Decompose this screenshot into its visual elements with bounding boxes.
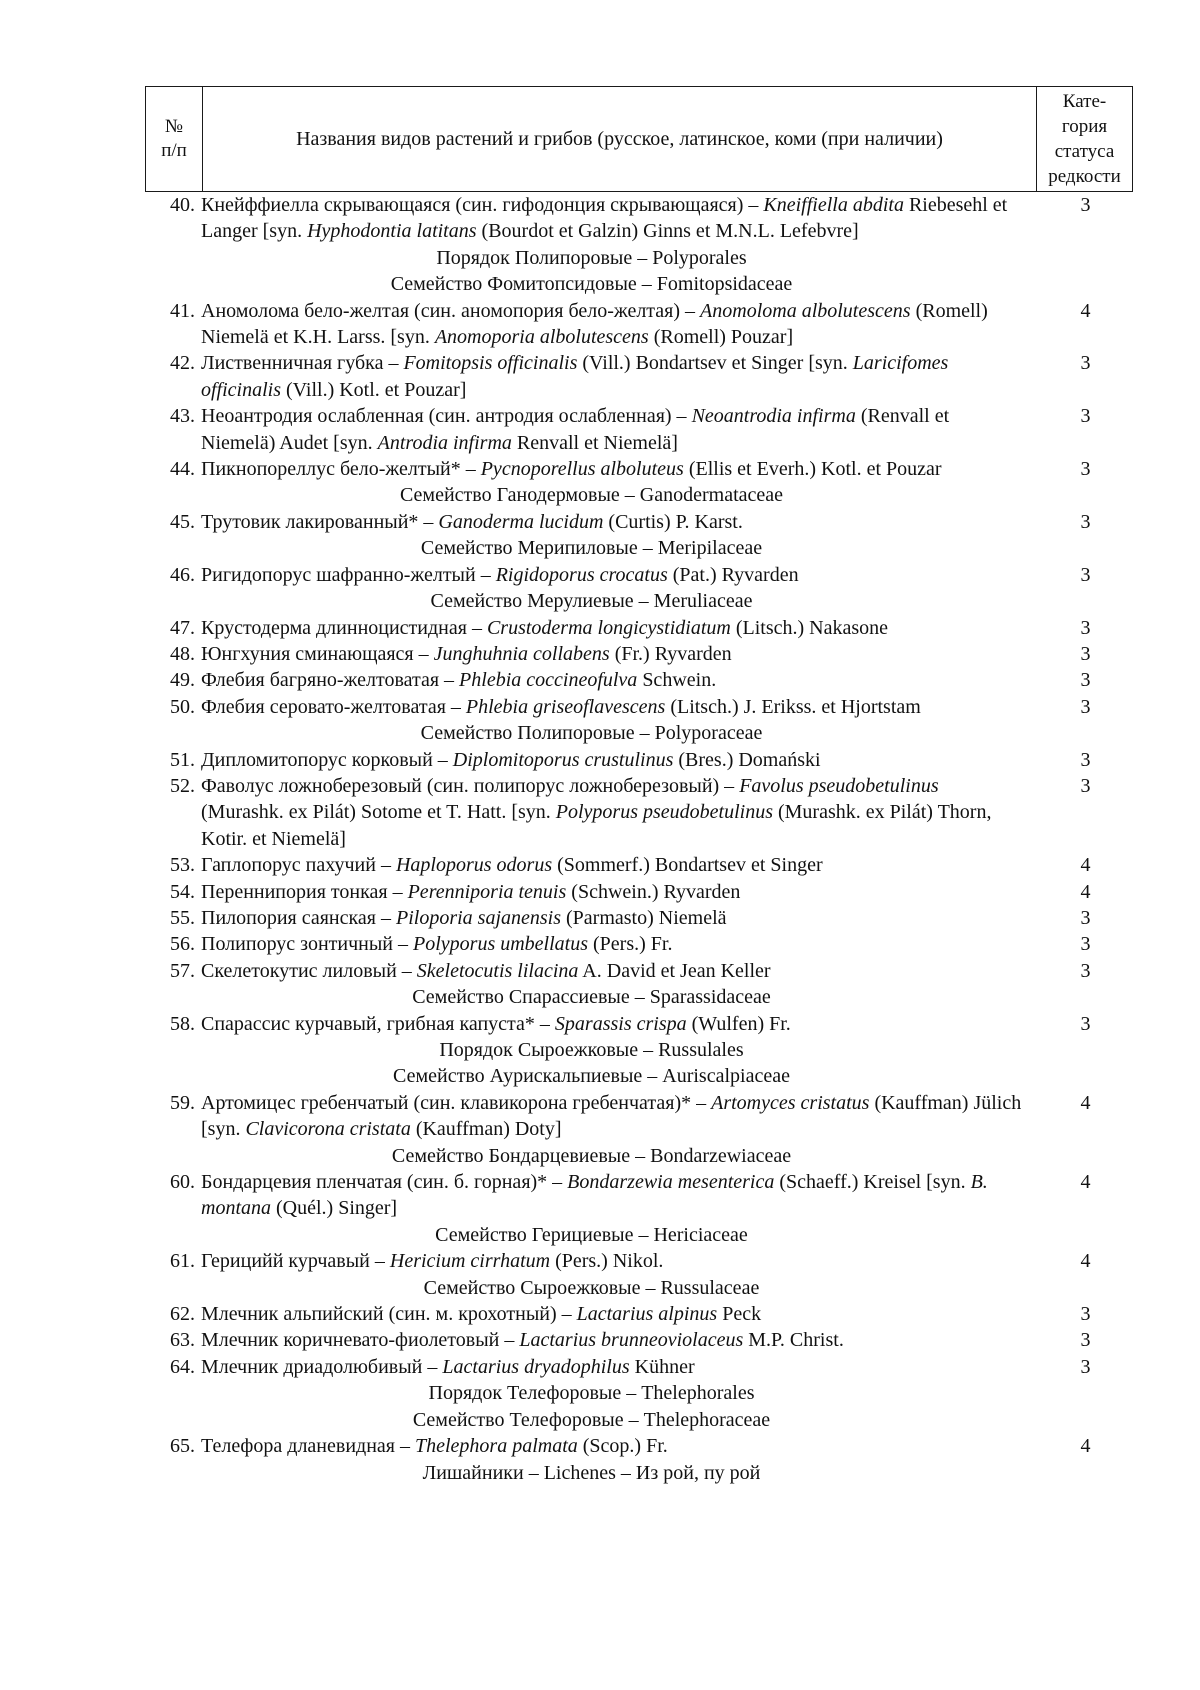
name-text: (Wulfen) Fr.: [686, 1012, 791, 1035]
species-name: [201, 747, 1038, 773]
name-text: Герицийй курчавый –: [201, 1250, 390, 1273]
latin-name: Junghuhnia collabens: [433, 642, 610, 665]
row-number: 46.: [170, 563, 195, 586]
rarity-category: 4: [1080, 1250, 1091, 1273]
rarity-category: 3: [1080, 1355, 1091, 1378]
header-category-column: [1037, 87, 1132, 191]
species-name: [201, 1301, 1038, 1327]
section-title: Семейство Мерулиевые – Meruliaceae: [430, 590, 753, 613]
section-title: Порядок Телефоровые – Thelephorales: [428, 1382, 755, 1405]
section-heading: [145, 1143, 1133, 1169]
rarity-category: 3: [1080, 563, 1091, 586]
row-number: 52.: [170, 774, 195, 797]
rarity-category: 3: [1080, 405, 1091, 428]
section-heading: [145, 482, 1133, 508]
latin-name: Bondarzewia mesenterica: [567, 1171, 775, 1194]
section-title: Семейство Телефоровые – Thelephoraceae: [412, 1408, 771, 1431]
latin-name: Crustoderma longicystidiatum: [486, 616, 731, 639]
rarity-category: 3: [1080, 1303, 1091, 1326]
rarity-category: 3: [1080, 906, 1091, 929]
rarity-category: 4: [1080, 1435, 1091, 1458]
latin-name: Lactarius dryadophilus: [442, 1355, 630, 1378]
section-title: Семейство Фомитопсидовые – Fomitopsidaceae: [390, 273, 793, 296]
species-row: [145, 1433, 1133, 1459]
species-name: [201, 852, 1038, 878]
species-row: [145, 562, 1133, 588]
latin-name: Ganoderma lucidum: [438, 510, 604, 533]
species-row: [145, 1248, 1133, 1274]
species-name: [201, 931, 1038, 957]
name-text: (Kauffman) Jülich [syn.: [201, 1091, 1022, 1141]
header-category-line: редкости: [1048, 166, 1121, 187]
name-text: Kühner: [629, 1355, 695, 1378]
latin-name: Piloporia sajanensis: [396, 906, 562, 929]
name-text: Млечник альпийский (син. м. крохотный) –: [201, 1303, 577, 1326]
name-text: (Pat.) Ryvarden: [667, 563, 799, 586]
rarity-category: 4: [1080, 1171, 1091, 1194]
name-text: Пилопория саянская –: [201, 906, 396, 929]
row-number: 56.: [170, 933, 195, 956]
row-number: 60.: [170, 1171, 195, 1194]
species-name: [201, 694, 1038, 720]
species-row: [145, 403, 1133, 456]
species-row: [145, 879, 1133, 905]
latin-name: Sparassis crispa: [554, 1012, 687, 1035]
name-text: Артомицес гребенчатый (син. клавикорона гребенчатая)* –: [201, 1091, 712, 1114]
species-name: [201, 1354, 1038, 1380]
name-text: A. David et Jean Keller: [578, 959, 771, 982]
latin-name: Antrodia infirma: [377, 431, 512, 454]
latin-name: Neoantrodia infirma: [691, 405, 856, 428]
species-row: [145, 1011, 1133, 1037]
latin-name: Clavicorona cristata: [245, 1118, 411, 1141]
rarity-category: 3: [1080, 616, 1091, 639]
name-text: (Schwein.) Ryvarden: [566, 880, 741, 903]
species-row: [145, 747, 1133, 773]
species-row: [145, 1354, 1133, 1380]
rarity-category: 3: [1080, 510, 1091, 533]
row-number: 41.: [170, 299, 195, 322]
species-name: [201, 879, 1038, 905]
row-number: 42.: [170, 352, 195, 375]
name-text: (Schaeff.) Kreisel [syn.: [774, 1171, 971, 1194]
species-name: [201, 667, 1038, 693]
row-number: 65.: [170, 1435, 195, 1458]
name-text: Renvall et Niemelä]: [511, 431, 678, 454]
section-heading: [145, 984, 1133, 1010]
section-heading: [145, 245, 1133, 271]
name-text: (Kauffman) Doty]: [410, 1118, 562, 1141]
latin-name: Skeletocutis lilacina: [416, 959, 579, 982]
section-title: Семейство Аурискальпиевые – Auriscalpiaceae: [393, 1065, 790, 1088]
species-row: [145, 694, 1133, 720]
section-heading: [145, 535, 1133, 561]
name-text: (Curtis) P. Karst.: [603, 510, 743, 533]
rarity-category: 3: [1080, 194, 1091, 216]
rarity-category: 3: [1080, 669, 1091, 692]
name-text: Лиственничная губка –: [201, 352, 404, 375]
name-text: Кнейффиелла скрывающаяся (син. гифодонция скрывающаяся) –: [201, 194, 764, 216]
name-text: (Renvall et Niemelä) Audet [syn.: [201, 405, 950, 454]
latin-name: Hericium cirrhatum: [389, 1250, 551, 1273]
section-heading: [145, 588, 1133, 614]
section-title: Семейство Мерипиловые – Meripilaceae: [420, 537, 763, 560]
latin-name: Anomoporia albolutescens: [434, 326, 649, 349]
latin-name: B. montana: [201, 1171, 988, 1220]
species-row: [145, 350, 1133, 403]
latin-name: Artomyces cristatus: [711, 1091, 870, 1114]
species-name: [201, 958, 1038, 984]
species-row: [145, 1169, 1133, 1222]
species-row: [145, 615, 1133, 641]
name-text: M.P. Christ.: [743, 1329, 844, 1352]
species-name: [201, 905, 1038, 931]
name-text: (Bres.) Domański: [673, 748, 821, 771]
name-text: Трутовик лакированный* –: [201, 510, 439, 533]
name-text: Фаволус ложноберезовый (син. полипорус ложноберезовый) –: [201, 774, 740, 797]
species-name: [201, 350, 1038, 403]
name-text: Неоантродия ослабленная (син. антродия ослабленная) –: [201, 405, 692, 428]
latin-name: Diplomitoporus crustulinus: [452, 748, 674, 771]
species-name: [201, 403, 1038, 456]
species-row: [145, 1327, 1133, 1353]
species-name: [201, 1090, 1038, 1143]
row-number: 55.: [170, 906, 195, 929]
latin-name: Haploporus odorus: [395, 854, 553, 877]
name-text: Аномолома бело-желтая (син. аномопория бело-желтая) –: [201, 299, 701, 322]
species-name: [201, 298, 1038, 351]
species-row: [145, 641, 1133, 667]
latin-name: Lactarius alpinus: [576, 1303, 718, 1326]
species-row: [145, 456, 1133, 482]
species-name: [201, 1011, 1038, 1037]
latin-name: Kneiffiella abdita: [763, 194, 904, 216]
name-text: (Murashk. ex Pilát) Thorn, Kotir. et Niemelä]: [201, 801, 992, 850]
name-text: Юнгхуния сминающаяся –: [201, 642, 434, 665]
row-number: 62.: [170, 1303, 195, 1326]
species-list: [145, 192, 1133, 1486]
species-row: [145, 509, 1133, 535]
name-text: Riebesehl et Langer [syn.: [201, 194, 1008, 243]
row-number: 59.: [170, 1091, 195, 1114]
species-name: [201, 1248, 1038, 1274]
header-number-line: п/п: [161, 140, 187, 161]
rarity-category: 3: [1080, 642, 1091, 665]
latin-name: Perenniporia tenuis: [407, 880, 567, 903]
species-name: [201, 509, 1038, 535]
section-title: Лишайники – Lichenes – Из рой, пу рой: [422, 1461, 761, 1484]
section-title: Семейство Ганодермовые – Ganodermataceae: [399, 484, 784, 507]
name-text: (Vill.) Bondartsev et Singer [syn.: [577, 352, 853, 375]
row-number: 47.: [170, 616, 195, 639]
row-number: 58.: [170, 1012, 195, 1035]
name-text: Schwein.: [637, 669, 717, 692]
row-number: 50.: [170, 695, 195, 718]
name-text: Флебия багряно-желтоватая –: [201, 669, 460, 692]
rarity-category: 3: [1080, 933, 1091, 956]
name-text: (Litsch.) Nakasone: [730, 616, 889, 639]
name-text: (Murashk. ex Pilát) Sotome et T. Hatt. [syn.: [201, 801, 556, 824]
species-row: [145, 192, 1133, 245]
row-number: 61.: [170, 1250, 195, 1273]
header-category-line: статуса: [1054, 141, 1115, 162]
row-number: 40.: [170, 194, 195, 216]
name-text: Флебия серовато-желтоватая –: [201, 695, 466, 718]
row-number: 54.: [170, 880, 195, 903]
row-number: 53.: [170, 854, 195, 877]
species-row: [145, 905, 1133, 931]
latin-name: Favolus pseudobetulinus: [739, 774, 939, 797]
name-text: (Fr.) Ryvarden: [609, 642, 732, 665]
latin-name: Lactarius brunneoviolaceus: [519, 1329, 744, 1352]
name-text: Скелетокутис лиловый –: [201, 959, 417, 982]
rarity-category: 3: [1080, 695, 1091, 718]
section-title: Порядок Полипоровые – Polyporales: [436, 246, 747, 269]
row-number: 57.: [170, 959, 195, 982]
name-text: (Parmasto) Niemelä: [561, 906, 727, 929]
name-text: (Scop.) Fr.: [577, 1435, 668, 1458]
row-number: 45.: [170, 510, 195, 533]
latin-name: Phlebia coccineofulva: [459, 669, 638, 692]
row-number: 44.: [170, 458, 195, 481]
section-title: Порядок Сыроежковые – Russulales: [439, 1039, 744, 1061]
rarity-category: 3: [1080, 458, 1091, 481]
name-text: (Romell) Pouzar]: [648, 326, 794, 349]
name-text: Дипломитопорус корковый –: [201, 748, 453, 771]
row-number: 63.: [170, 1329, 195, 1352]
row-number: 64.: [170, 1355, 195, 1378]
header-category-line: Кате-: [1062, 91, 1107, 112]
species-name: [201, 1169, 1038, 1222]
name-text: (Sommerf.) Bondartsev et Singer: [552, 854, 823, 877]
name-text: Млечник коричневато-фиолетовый –: [201, 1329, 520, 1352]
header-number-line: №: [164, 116, 184, 137]
name-text: (Litsch.) J. Erikss. et Hjortstam: [665, 695, 921, 718]
rarity-category: 4: [1080, 1091, 1091, 1114]
latin-name: Laricifomes officinalis: [201, 352, 949, 401]
name-text: (Pers.) Fr.: [588, 933, 673, 956]
name-text: (Ellis et Everh.) Kotl. et Pouzar: [683, 458, 942, 481]
species-row: [145, 1090, 1133, 1143]
name-text: Гаплопорус пахучий –: [201, 854, 396, 877]
section-heading: [145, 720, 1133, 746]
species-name: [201, 562, 1038, 588]
latin-name: Rigidoporus crocatus: [495, 563, 668, 586]
latin-name: Polyporus umbellatus: [413, 933, 589, 956]
row-number: 43.: [170, 405, 195, 428]
rarity-category: 3: [1080, 1012, 1091, 1035]
rarity-category: 3: [1080, 1329, 1091, 1352]
rarity-category: 3: [1080, 352, 1091, 375]
rarity-category: 4: [1080, 880, 1091, 903]
latin-name: Anomoloma albolutescens: [700, 299, 911, 322]
name-text: (Romell) Niemelä et K.H. Larss. [syn.: [201, 299, 988, 349]
section-heading: [145, 271, 1133, 297]
name-text: (Quél.) Singer]: [271, 1197, 398, 1220]
rarity-category: 3: [1080, 959, 1091, 982]
rarity-category: 3: [1080, 748, 1091, 771]
name-text: Спарассис курчавый, грибная капуста* –: [201, 1012, 555, 1035]
species-row: [145, 931, 1133, 957]
latin-name: Thelephora palmata: [414, 1435, 578, 1458]
section-heading: [145, 1275, 1133, 1301]
species-name: [201, 773, 1038, 852]
section-heading: [145, 1037, 1133, 1063]
header-name-column: [203, 87, 1037, 191]
table-header: [145, 86, 1133, 192]
section-heading: [145, 1460, 1133, 1486]
name-text: (Bourdot et Galzin) Ginns et M.N.L. Lefebvre]: [476, 220, 859, 243]
name-text: Крустодерма длинноцистидная –: [201, 616, 487, 639]
header-name-label: Названия видов растений и грибов (русское, латинское, коми (при наличии): [296, 127, 943, 150]
species-row: [145, 1301, 1133, 1327]
section-title: Семейство Бондарцевиевые – Bondarzewiaceae: [391, 1144, 792, 1167]
latin-name: Fomitopsis officinalis: [403, 352, 578, 375]
species-name: [201, 615, 1038, 641]
section-heading: [145, 1380, 1133, 1406]
name-text: (Vill.) Kotl. et Pouzar]: [281, 378, 467, 401]
section-title: Семейство Сыроежковые – Russulaceae: [423, 1276, 760, 1299]
section-heading: [145, 1063, 1133, 1089]
species-name: [201, 1327, 1038, 1353]
name-text: Ригидопорус шафранно-желтый –: [201, 563, 496, 586]
species-row: [145, 667, 1133, 693]
name-text: (Pers.) Nikol.: [550, 1250, 664, 1273]
name-text: Полипорус зонтичный –: [201, 933, 414, 956]
section-title: Семейство Полипоровые – Polyporaceae: [420, 722, 763, 745]
species-name: [201, 1433, 1038, 1459]
section-title: Семейство Герициевые – Hericiaceae: [435, 1223, 748, 1246]
species-name: [201, 641, 1038, 667]
rarity-category: 4: [1080, 854, 1091, 877]
section-heading: [145, 1222, 1133, 1248]
name-text: Peck: [717, 1303, 762, 1326]
rarity-category: 4: [1080, 299, 1091, 322]
document-page: [145, 86, 1133, 1486]
section-title: Семейство Спарассиевые – Sparassidaceae: [412, 986, 771, 1009]
species-name: [201, 192, 1038, 245]
name-text: Млечник дриадолюбивый –: [201, 1355, 443, 1378]
name-text: Бондарцевия пленчатая (син. б. горная)* –: [201, 1171, 568, 1194]
row-number: 49.: [170, 669, 195, 692]
species-row: [145, 298, 1133, 351]
latin-name: Pycnoporellus alboluteus: [480, 458, 684, 481]
row-number: 51.: [170, 748, 195, 771]
section-heading: [145, 1407, 1133, 1433]
latin-name: Polyporus pseudobetulinus: [555, 801, 773, 824]
header-category-line: гория: [1061, 116, 1108, 137]
species-row: [145, 773, 1133, 852]
rarity-category: 3: [1080, 774, 1091, 797]
latin-name: Hyphodontia latitans: [307, 220, 477, 243]
name-text: Переннипория тонкая –: [201, 880, 408, 903]
name-text: Пикнопореллус бело-желтый* –: [201, 458, 481, 481]
species-row: [145, 958, 1133, 984]
header-number-column: [146, 87, 203, 191]
row-number: 48.: [170, 642, 195, 665]
name-text: Телефора дланевидная –: [201, 1435, 415, 1458]
species-row: [145, 852, 1133, 878]
latin-name: Phlebia griseoflavescens: [465, 695, 666, 718]
species-name: [201, 456, 1038, 482]
